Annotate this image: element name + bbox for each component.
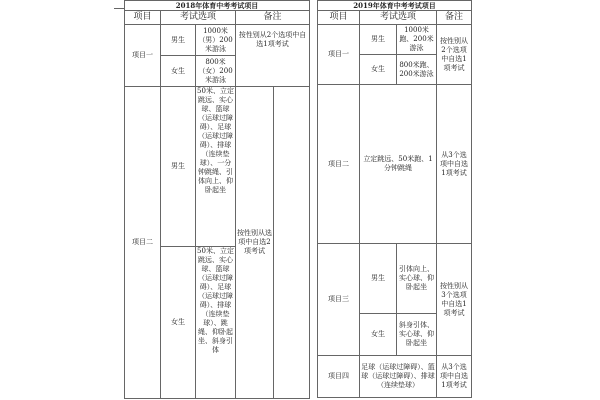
item1-male-label: 男生 bbox=[161, 25, 196, 56]
item4-note: 从3个选项中自选1项考试 bbox=[437, 356, 472, 398]
item3-male-label: 男生 bbox=[360, 244, 397, 314]
item1-female-option: 800米跑、200米游泳 bbox=[397, 55, 437, 85]
item1-female-label: 女生 bbox=[161, 56, 196, 87]
header-item: 项目 bbox=[318, 11, 360, 25]
item2-female-option: 50米、立定跳远、实心球、篮球（运球过障碍）、足球（运球过障碍）、排球（连续垫球）、跳绳、仰卧起坐、斜身引体 bbox=[196, 247, 236, 399]
item2-label: 项目二 bbox=[125, 87, 161, 399]
item1-label: 项目一 bbox=[125, 25, 161, 87]
item1-male-option: 1000米跑、200米游泳 bbox=[397, 25, 437, 55]
item1-note: 按性别从2个选项中自选1项考试 bbox=[437, 25, 472, 85]
header-options: 考试选项 bbox=[161, 11, 236, 25]
item3-female-option: 斜身引体、实心球、仰卧起坐 bbox=[397, 314, 437, 356]
item3-female-label: 女生 bbox=[360, 314, 397, 356]
header-item: 项目 bbox=[125, 11, 161, 25]
item2-note: 从3个选项中自选1项考试 bbox=[437, 85, 472, 244]
item2-male-option: 50米、立定跳远、实心球、篮球（运球过障碍）、足球（运球过障碍）、排球（连续垫球）、一分钟跳绳、引体向上、仰卧起坐 bbox=[196, 87, 236, 247]
table-2019 bbox=[317, 0, 472, 398]
item3-label: 项目三 bbox=[318, 244, 360, 356]
item1-label: 项目一 bbox=[318, 25, 360, 85]
item1-note: 按性别从2个选项中自选1项考试 bbox=[236, 25, 310, 87]
table-title: 2019年体育中考考试项目 bbox=[318, 1, 472, 11]
item2-male-label: 男生 bbox=[161, 87, 196, 247]
header-notes: 备注 bbox=[437, 11, 472, 25]
header-notes: 备注 bbox=[236, 11, 310, 25]
item1-male-option: 1000米（男）200米游泳 bbox=[196, 25, 236, 56]
item3-note: 按性别从3个选项中自选1项考试 bbox=[437, 244, 472, 356]
item2-label: 项目二 bbox=[318, 85, 360, 244]
table-title: 2018年体育中考考试项目 bbox=[125, 1, 310, 11]
item3-male-option: 引体向上、实心球、仰卧起坐 bbox=[397, 244, 437, 314]
item1-female-label: 女生 bbox=[360, 55, 397, 85]
item2-option: 立定跳远、50米跑、1分钟跳绳 bbox=[360, 85, 437, 244]
item2-female-label: 女生 bbox=[161, 247, 196, 399]
header-options: 考试选项 bbox=[360, 11, 437, 25]
item2-blank bbox=[274, 87, 310, 399]
table-2018 bbox=[124, 0, 310, 399]
item1-female-option: 800米（女）200米游泳 bbox=[196, 56, 236, 87]
item4-label: 项目四 bbox=[318, 356, 360, 398]
item4-option: 足球（运球过障碍）、篮球（运球过障碍）、排球（连续垫球） bbox=[360, 356, 437, 398]
item2-note: 按性别从选项中自选2项考试 bbox=[236, 87, 274, 399]
item1-male-label: 男生 bbox=[360, 25, 397, 55]
